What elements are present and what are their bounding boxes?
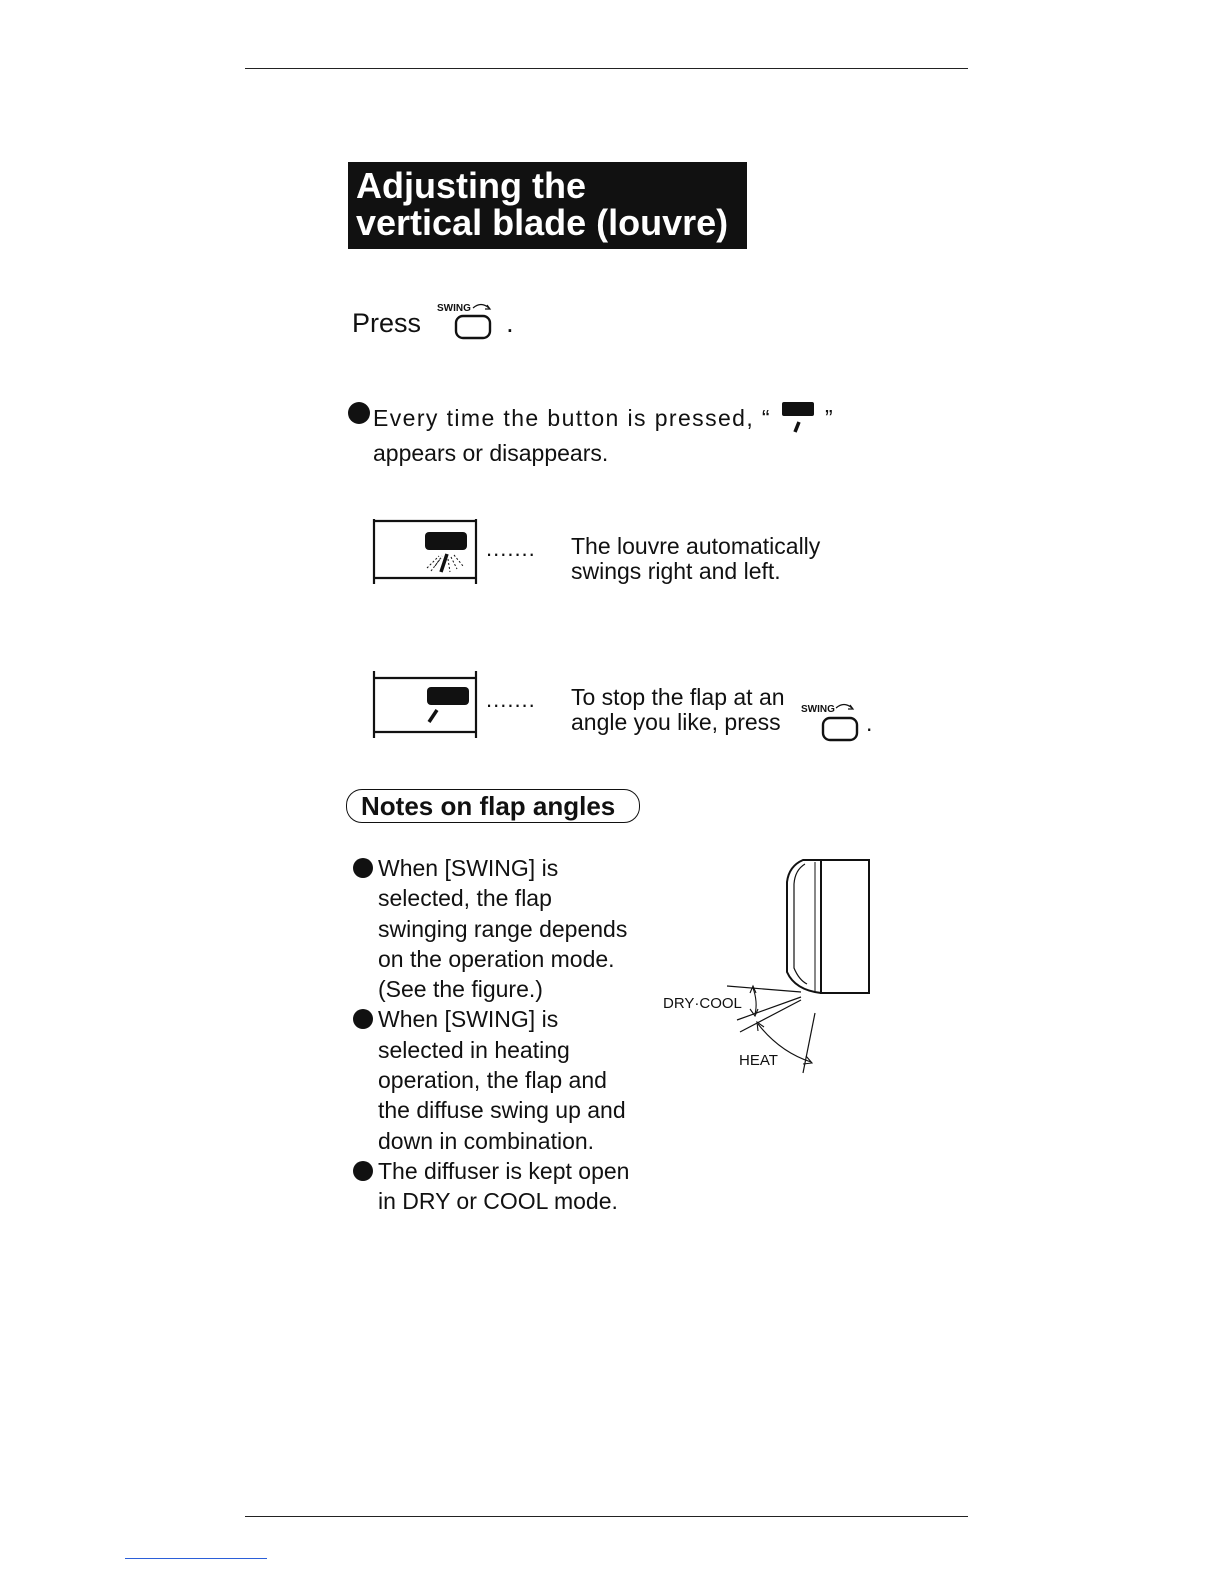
swing-button-label: SWING: [436, 303, 471, 314]
bullet-icon: [353, 1161, 373, 1181]
bullet-icon: [353, 1009, 373, 1029]
footer-rule: [245, 1516, 968, 1517]
mode-2-line-2: angle you like, press: [571, 709, 781, 735]
swing-button-icon: [800, 700, 860, 749]
label-dry-cool: DRY·COOL: [663, 995, 742, 1012]
swing-display: [371, 518, 481, 591]
footer-stub-line: [125, 1558, 267, 1559]
mode-1-leader: .......: [486, 536, 536, 561]
toggle-note-text-a: Every time the button is pressed, “: [373, 405, 771, 431]
flap-angle-figure: [655, 852, 885, 1087]
bullet-icon: [353, 858, 373, 878]
title-line-1: Adjusting the: [356, 165, 586, 206]
title-line-2: vertical blade (louvre): [356, 202, 729, 243]
swing-button-label-2: SWING: [801, 704, 835, 715]
fixed-display: [371, 670, 481, 745]
swing-button-icon: [435, 302, 495, 349]
label-heat: HEAT: [739, 1052, 778, 1069]
page-title: [348, 162, 747, 249]
press-instruction: [352, 302, 514, 349]
mode-1-line-2: swings right and left.: [571, 558, 781, 584]
note-item: When [SWING] is selected, the flap swinging range depends on the operation mode. (See the figure.): [352, 853, 629, 1004]
toggle-note-line-2: appears or disappears.: [373, 440, 609, 466]
press-label: Press: [352, 308, 422, 338]
note-item: The diffuser is kept open in DRY or COOL mode.: [352, 1156, 629, 1217]
mode-2-description: [571, 685, 785, 735]
mode-1-description: [571, 534, 820, 584]
notes-list: [352, 853, 629, 1217]
bullet-icon: [348, 402, 370, 424]
louvre-display-icon: [781, 400, 815, 441]
toggle-note-text-b: ”: [825, 405, 835, 431]
mode-2-leader: .......: [486, 687, 536, 712]
header-rule: [245, 68, 968, 69]
toggle-note: [373, 400, 834, 466]
press-period: .: [506, 308, 514, 338]
mode-2-period: .: [866, 710, 873, 736]
mode-1-line-1: The louvre automatically: [571, 533, 821, 559]
notes-heading: Notes on flap angles: [346, 789, 640, 823]
mode-2-line-1: To stop the flap at an: [571, 684, 785, 710]
note-item: When [SWING] is selected in heating operation, the flap and the diffuse swing up and down in combination.: [352, 1004, 629, 1155]
